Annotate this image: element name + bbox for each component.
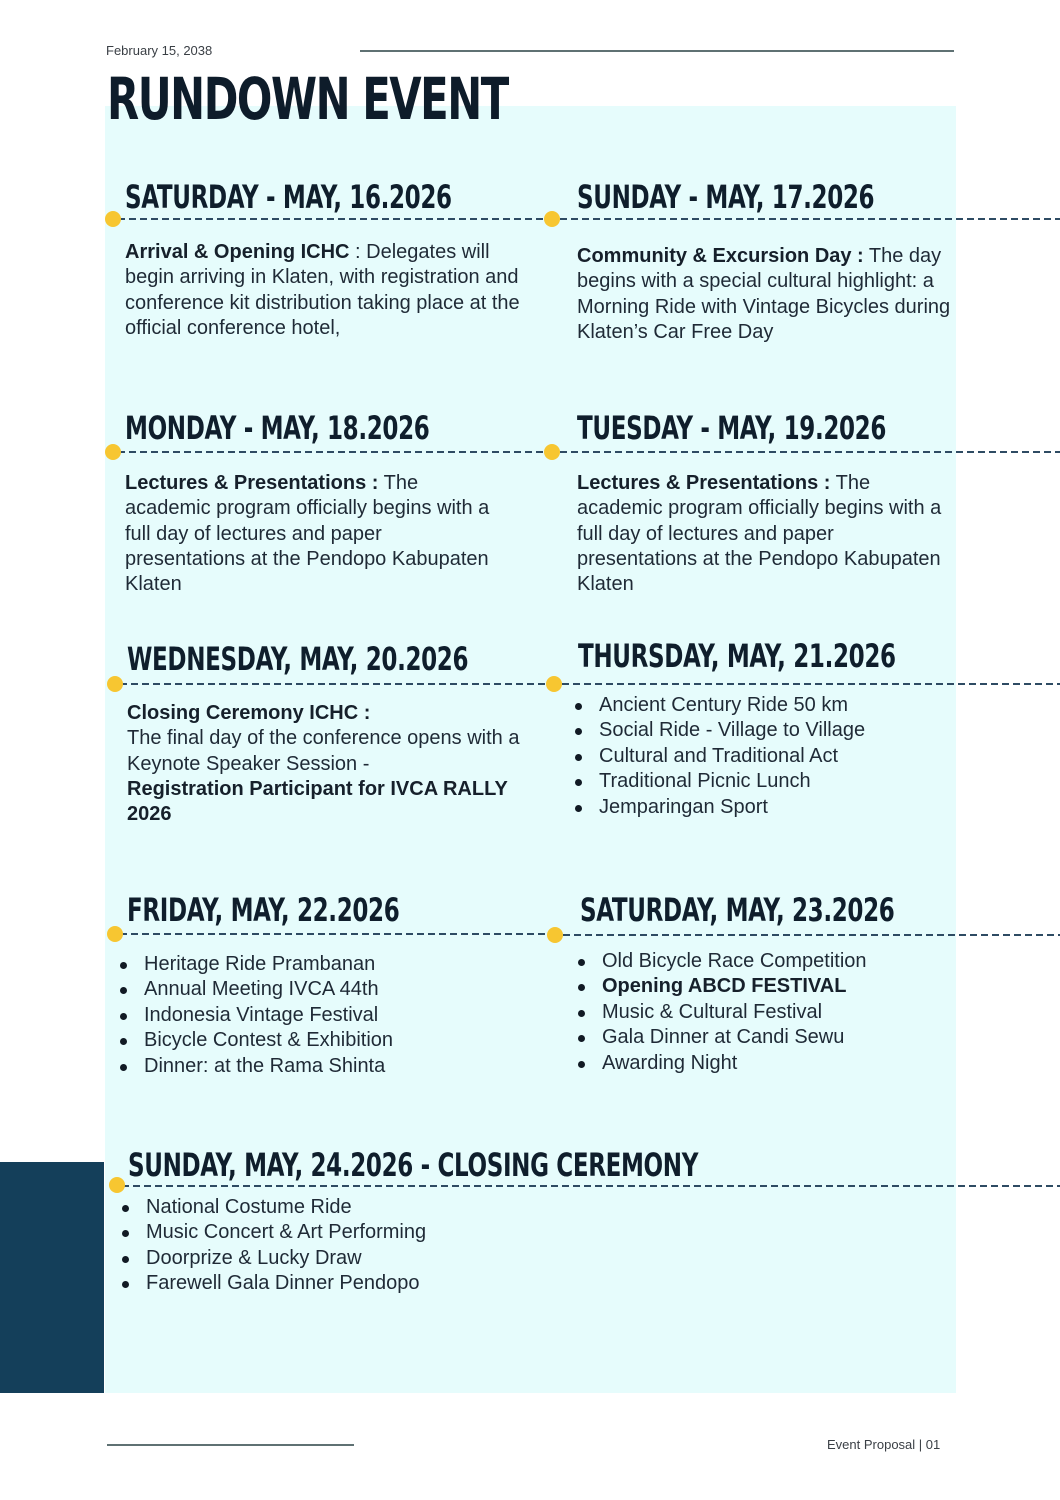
list-item: Old Bicycle Race Competition (575, 949, 867, 974)
day-heading-may-22: FRIDAY, MAY, 22.2026 (127, 891, 400, 929)
day-description-may-20 (127, 701, 537, 827)
day-description-may-18 (125, 471, 505, 597)
day-text: The academic program officially begins with a full day of lectures and paper presentations at the Pendopo Kabupaten Klaten (577, 472, 942, 596)
timeline-dot (544, 444, 560, 460)
timeline-dot (107, 676, 123, 692)
page-title: RUNDOWN EVENT (107, 65, 508, 133)
list-item: Heritage Ride Prambanan (117, 952, 393, 977)
day-description-may-17 (577, 244, 957, 345)
timeline-line (122, 1185, 1060, 1187)
list-item: Traditional Picnic Lunch (572, 769, 865, 794)
timeline-line (118, 218, 548, 220)
day-text: The day begins with a special cultural highlight: a Morning Ride with Vintage Bicycles during Klaten’s Car Free Day (577, 245, 951, 343)
list-item: Ancient Century Ride 50 km (572, 693, 865, 718)
timeline-dot (547, 927, 563, 943)
day-heading-may-24: SUNDAY, MAY, 24.2026 - CLOSING CEREMONY (128, 1146, 699, 1184)
timeline-line (118, 451, 548, 453)
timeline-dot (107, 926, 123, 942)
header-divider (360, 50, 954, 52)
list-item: Social Ride - Village to Village (572, 718, 865, 743)
footer-page-label: Event Proposal | 01 (827, 1437, 941, 1452)
day-lead: Lectures & Presentations : (577, 472, 831, 494)
footer-divider (107, 1444, 354, 1446)
day-lead: Closing Ceremony ICHC : (127, 702, 371, 724)
day-heading-may-21: THURSDAY, MAY, 21.2026 (578, 637, 896, 675)
timeline-dot (546, 676, 562, 692)
list-item: Indonesia Vintage Festival (117, 1003, 393, 1028)
timeline-line (560, 451, 1060, 453)
document-date: February 15, 2038 (106, 43, 213, 58)
day-tail: Registration Participant for IVCA RALLY 2026 (127, 777, 508, 826)
list-item: Farewell Gala Dinner Pendopo (119, 1271, 426, 1296)
list-item: Opening ABCD FESTIVAL (575, 974, 867, 999)
list-item: Bicycle Contest & Exhibition (117, 1028, 393, 1053)
accent-block (0, 1162, 104, 1393)
timeline-line (120, 683, 550, 685)
list-item: Awarding Night (575, 1051, 867, 1076)
day-lead: Lectures & Presentations : (125, 472, 379, 494)
list-item: Music & Cultural Festival (575, 1000, 867, 1025)
day-heading-may-17: SUNDAY - MAY, 17.2026 (577, 178, 875, 216)
activity-list-may-21 (572, 693, 865, 820)
day-heading-may-20: WEDNESDAY, MAY, 20.2026 (127, 640, 469, 678)
day-text: : Delegates will begin arriving in Klaten, with registration and conference kit distribution taking place at the official conference hotel, (125, 241, 520, 339)
list-item: Gala Dinner at Candi Sewu (575, 1025, 867, 1050)
day-lead: Arrival & Opening ICHC (125, 241, 350, 263)
day-text: The academic program officially begins with a full day of lectures and paper presentations at the Pendopo Kabupaten Klaten (125, 472, 490, 596)
day-description-may-16 (125, 240, 535, 341)
list-item: Cultural and Traditional Act (572, 744, 865, 769)
list-item: National Costume Ride (119, 1195, 426, 1220)
timeline-dot (544, 211, 560, 227)
day-text: The final day of the conference opens with a Keynote Speaker Session - (127, 727, 520, 775)
timeline-line (563, 934, 1060, 936)
day-lead: Community & Excursion Day : (577, 245, 864, 267)
timeline-line (562, 683, 1060, 685)
activity-list-may-23 (575, 949, 867, 1076)
day-heading-may-18: MONDAY - MAY, 18.2026 (125, 409, 430, 447)
day-heading-may-23: SATURDAY, MAY, 23.2026 (580, 891, 895, 929)
day-heading-may-16: SATURDAY - MAY, 16.2026 (125, 178, 452, 216)
timeline-dot (105, 211, 121, 227)
list-item: Annual Meeting IVCA 44th (117, 977, 393, 1002)
day-heading-may-19: TUESDAY - MAY, 19.2026 (577, 409, 887, 447)
day-description-may-19 (577, 471, 957, 597)
activity-list-may-24 (119, 1195, 426, 1297)
timeline-line (120, 933, 552, 935)
timeline-dot (109, 1177, 125, 1193)
list-item: Music Concert & Art Performing (119, 1220, 426, 1245)
timeline-dot (105, 444, 121, 460)
list-item: Jemparingan Sport (572, 795, 865, 820)
list-item: Dinner: at the Rama Shinta (117, 1054, 393, 1079)
timeline-line (560, 218, 1060, 220)
list-item: Doorprize & Lucky Draw (119, 1246, 426, 1271)
activity-list-may-22 (117, 952, 393, 1079)
